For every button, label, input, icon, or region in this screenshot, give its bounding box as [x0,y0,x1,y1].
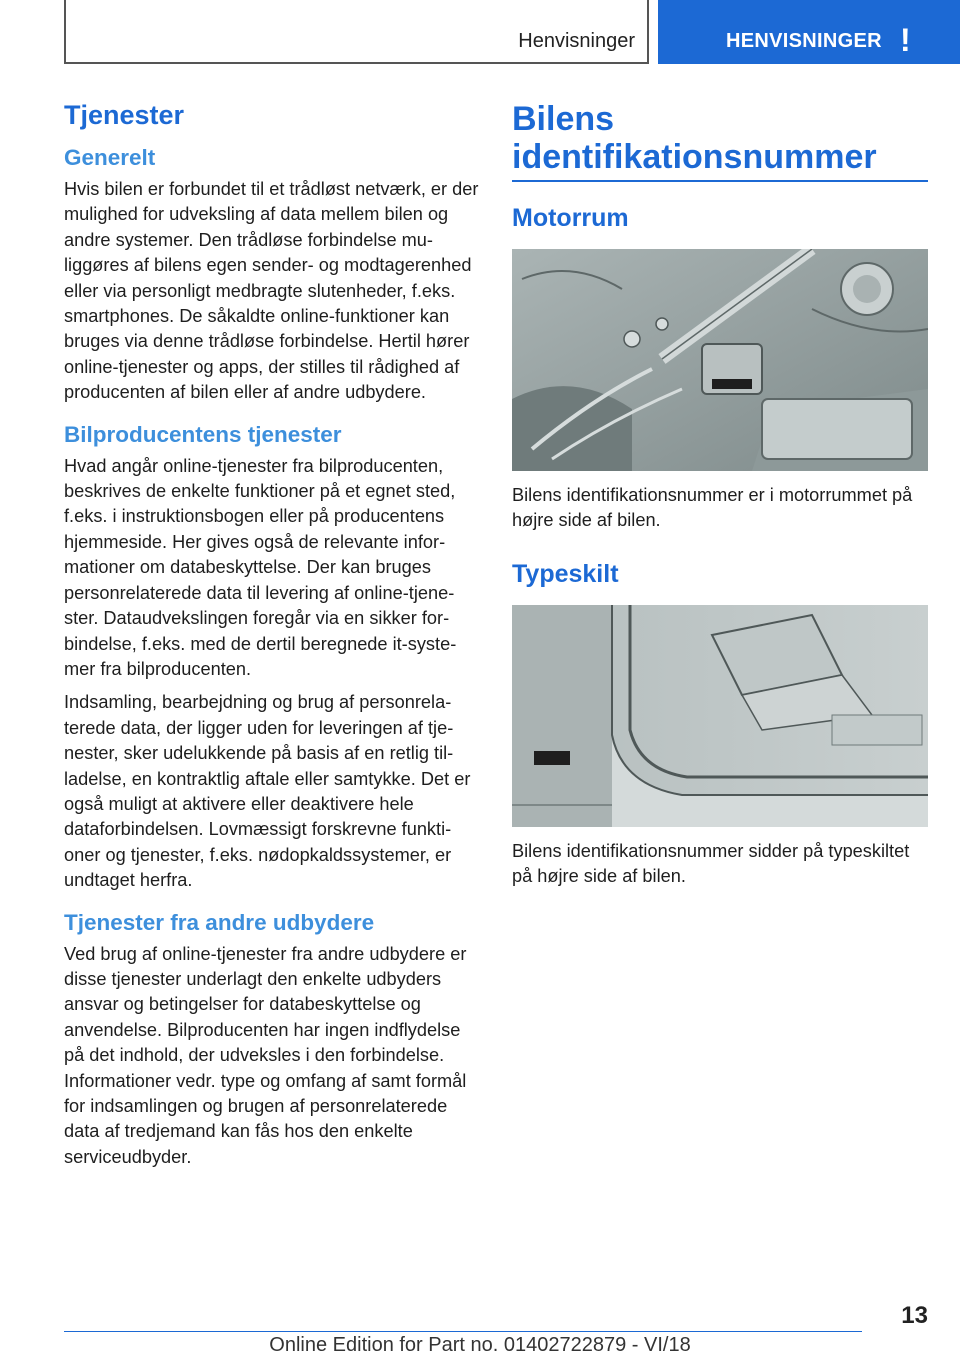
header-frame-left [64,0,66,64]
title-rule [512,180,928,182]
caption-typeskilt: Bilens identifikationsnummer sidder på typeskiltet på højre side af bilen. [512,840,910,887]
header-chapter-label: HENVISNINGER [726,30,882,52]
right-column [512,100,928,916]
paragraph-bilproducent-1: Hvad angår online-tjenester fra bilproducenten, beskrives de enkelte funktioner på et egnet sted, f.eks. i instruktionsbogen eller på producentens hjemmeside. Her gives også de relevante informationer om databeskyttelse. Der kan bruges personrelaterede data til levering af online-tjenester. Dataudvekslingen foregår via en sikker forbindelse, f.eks. med de dertil beregnede it-systemer fra bilproducenten. [64,455,457,679]
page-number: 13 [901,1302,928,1329]
exclamation-icon: ! [900,22,911,58]
footer-rule [64,1331,862,1332]
section-title-identifikationsnummer: Bilens identifikationsnummer [512,100,877,176]
heading-generelt: Generelt [64,145,156,170]
caption-motorrum: Bilens identifikationsnummer er i motorrummet på højre side af bilen. [512,485,913,531]
heading-typeskilt: Typeskilt [512,559,619,588]
heading-bilproducentens-tjenester: Bilproducentens tjenester [64,421,342,447]
heading-andre-udbydere: Tjenester fra andre udbydere [64,909,375,935]
heading-motorrum: Motorrum [512,204,629,232]
header-frame-bottom [64,62,649,64]
paragraph-generelt: Hvis bilen er forbundet til et trådløst netværk, er der mulighed for udveksling af data mellem bilen og andre systemer. Den trådløse forbindelse muliggøres af bilens egen sender- og modtagerenhed eller via personligt medbragte slutenheder, f.eks. smartphones. De såkaldte online-funktioner kan bruges via denne trådløse forbindelse. Hertil hører online-tjenester og apps, der stilles til rådighed af producenten af bilen eller af andre udbydere. [64,179,479,403]
section-title-tjenester: Tjenester [64,100,185,130]
header-chapter-tab[interactable] [658,0,960,64]
paragraph-andre-udbydere: Ved brug af online-tjenester fra andre udbydere er disse tjenester underlagt den enkelte udbyders ansvar og betingelser for databeskyttelse og anvendelse. Bilproducenten har ingen indflydelse på det indhold, der udveksles i den forbindelse. Informationer vedr. type og omfang af samt formål for indsamlingen og brugen af personrelaterede data af tredjemand kan fås hos den enkelte serviceudbyder. [64,943,467,1167]
left-column [64,100,480,1178]
engine-bay-illustration [512,249,928,471]
footer-edition: Online Edition for Part no. 01402722879 - VI/18 [269,1334,691,1356]
header-frame-right [647,0,649,64]
paragraph-bilproducent-2: Indsamling, bearbejdning og brug af personrelaterede data, der ligger uden for leveringen af tjenester, sker udelukkende på basis af en retlig tilladelse, en kontraktlig aftale eller samtykke. Det er også muligt at aktivere eller deaktivere hele dataforbindelsen. Lovmæssigt forskrevne funktioner og tjenester, f.eks. nødopkaldssystemer, er undtaget herfra. [64,692,471,891]
header-section-title: Henvisninger [518,30,635,52]
door-sill-illustration [512,605,928,827]
